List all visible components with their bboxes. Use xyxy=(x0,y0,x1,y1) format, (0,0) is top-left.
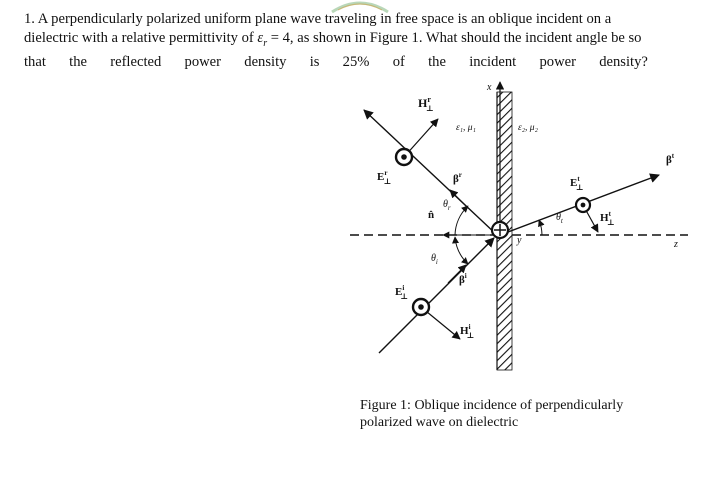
transmitted-e-label: $E^t$ ⊥ xyxy=(570,175,584,192)
word: density xyxy=(244,53,287,70)
theta-t-label: $\theta_t$ xyxy=(556,212,563,225)
incident-e-field-symbol xyxy=(413,299,429,315)
transmitted-e-field-symbol xyxy=(576,198,590,212)
x-axis-label: x xyxy=(487,82,492,93)
word: power xyxy=(539,53,576,70)
origin-y-axis-symbol xyxy=(492,222,508,238)
z-axis-label: z xyxy=(674,239,678,250)
incident-beta-label: $\beta^i$ xyxy=(459,272,467,286)
incident-h-label: $H^i$ ⊥ xyxy=(460,323,475,340)
word: of xyxy=(392,53,405,70)
word: incident xyxy=(469,53,517,70)
incident-e-label: $E^i$ ⊥ xyxy=(395,284,408,301)
question-line-1: 1. A perpendicularly polarized uniform plane wave traveling in free space is an oblique incident on a xyxy=(24,11,612,27)
normal-label: n̂ xyxy=(428,209,435,221)
medium-2-label: ε₂, μ₂ xyxy=(518,123,538,133)
y-axis-label: y xyxy=(517,235,522,246)
word: 25% xyxy=(342,53,370,70)
figure-caption xyxy=(360,397,680,431)
word: the xyxy=(69,53,87,70)
theta-r-label: $\theta_r$ xyxy=(443,199,451,212)
reflected-beta-label: $\beta^r$ xyxy=(453,171,462,185)
theta-i-arc xyxy=(455,237,468,264)
word: density? xyxy=(599,53,648,70)
theta-i-label: $\theta_i$ xyxy=(431,253,438,266)
reflected-e-field-symbol xyxy=(396,149,412,165)
reflected-e-label: $E^r$ ⊥ xyxy=(377,169,392,186)
transmitted-h-label: $H^t$ ⊥ xyxy=(600,210,615,227)
reflected-beta-arrow xyxy=(450,190,468,208)
word: power xyxy=(184,53,222,70)
word: the xyxy=(428,53,446,70)
transmitted-beta-label: $\beta^t$ xyxy=(666,152,675,166)
word: that xyxy=(24,53,46,70)
theta-t-arc xyxy=(539,220,542,235)
word: reflected xyxy=(110,53,162,70)
theta-r-arc xyxy=(455,206,468,235)
reflected-h-label: $H^r$ ⊥ xyxy=(418,95,434,113)
medium-1-label: ε₁, μ₁ xyxy=(456,123,476,133)
question-line-2: dielectric with a relative permittivity of $\varepsilon_r = 4$, as shown in Figure 1. What should the incident angle be so xyxy=(24,30,642,49)
caption-line-2: polarized wave on dielectric xyxy=(360,415,519,430)
caption-line-1: Figure 1: Oblique incidence of perpendicularly xyxy=(360,398,624,413)
word: is xyxy=(309,53,320,70)
